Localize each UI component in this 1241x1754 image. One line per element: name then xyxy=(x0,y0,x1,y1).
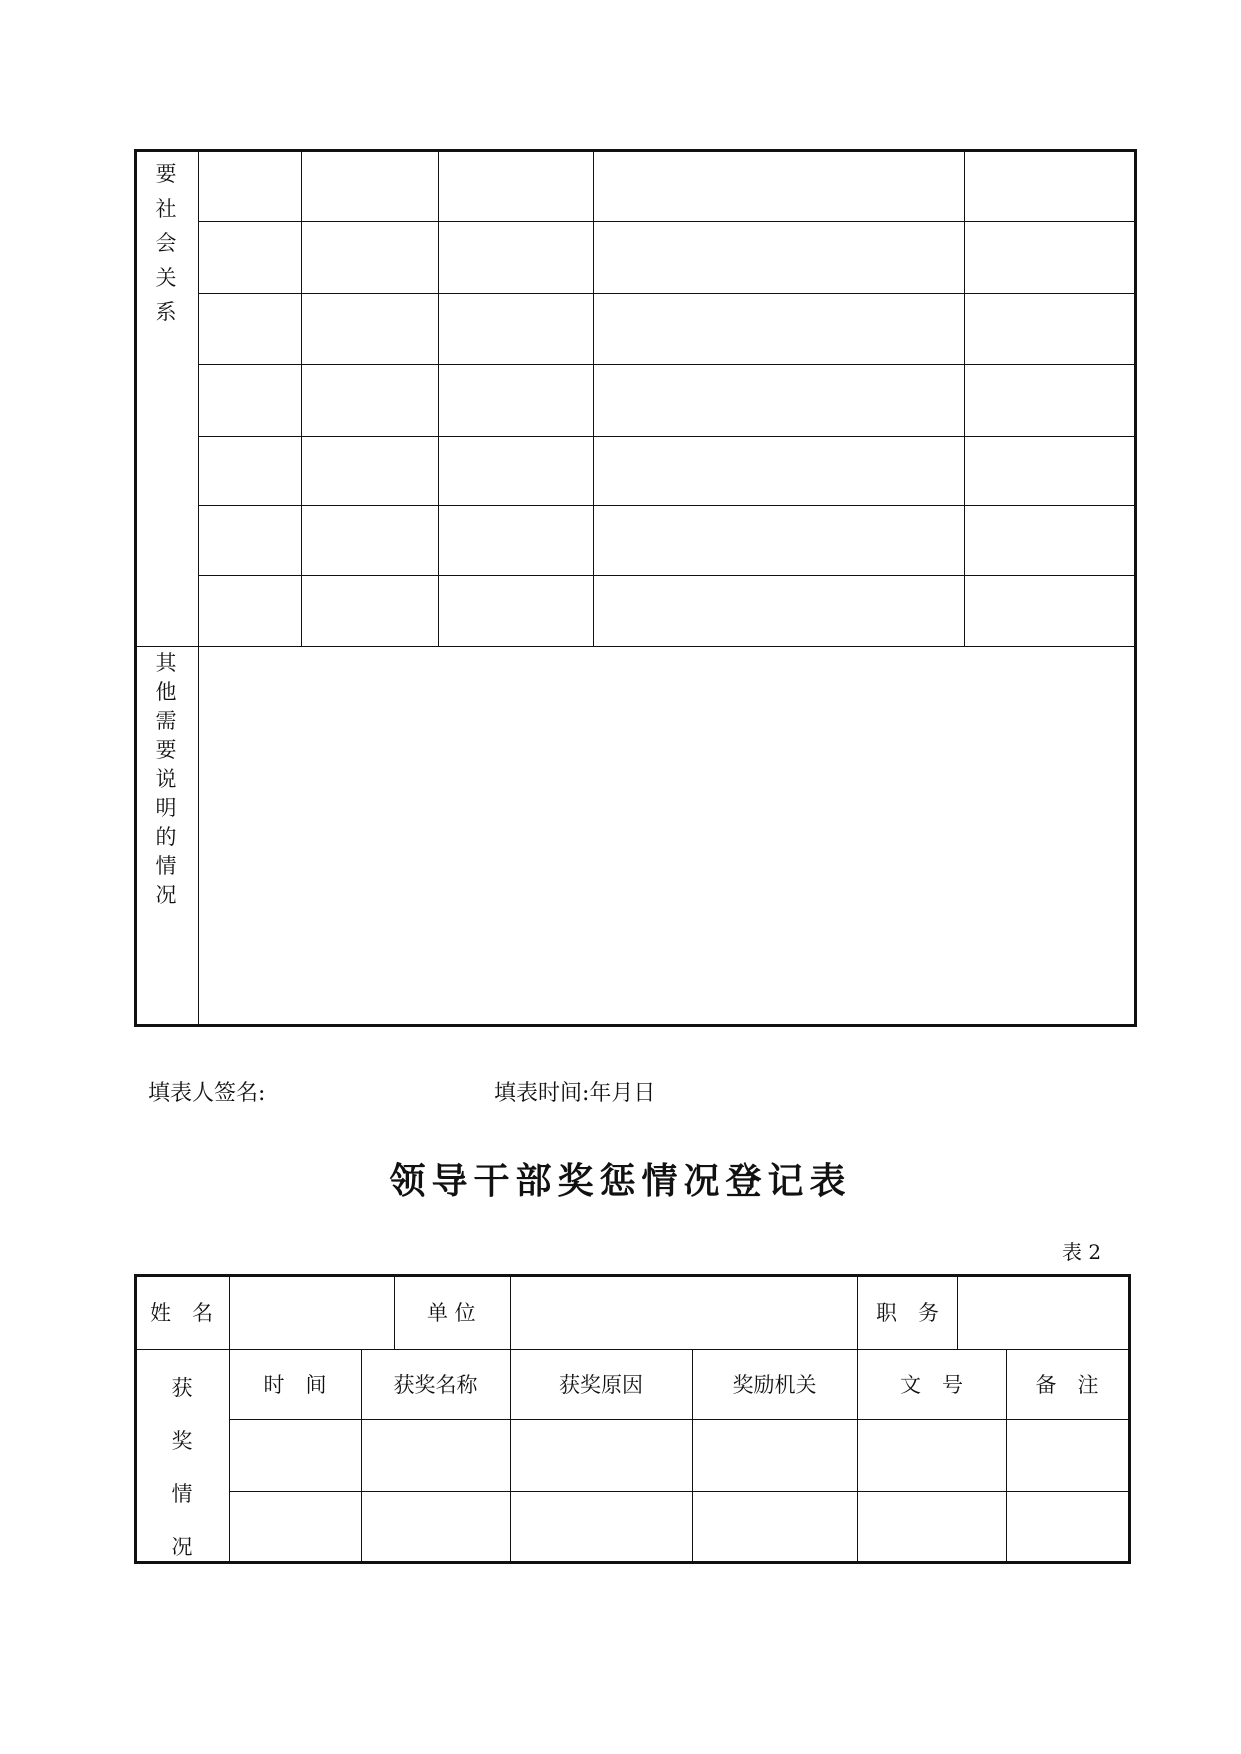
fill-date-label: 填表时间:年月日 xyxy=(494,1081,656,1106)
relations-section-label: 要 社 会 关 系 xyxy=(155,162,177,324)
form-title: 领导干部奖惩情况登记表 xyxy=(389,1160,852,1202)
position-label: 职 务 xyxy=(876,1301,939,1325)
unit-label: 单 位 xyxy=(427,1301,476,1325)
column-header-award-reason: 获奖原因 xyxy=(559,1373,643,1397)
name-label: 姓 名 xyxy=(150,1301,213,1325)
column-header-time: 时 间 xyxy=(263,1373,327,1397)
other-notes-section-label: 其 他 需 要 说 明 的 情 况 xyxy=(155,651,177,907)
column-header-remarks: 备 注 xyxy=(1035,1373,1099,1397)
column-header-document-number: 文 号 xyxy=(900,1373,963,1397)
column-header-awarding-authority: 奖励机关 xyxy=(732,1373,817,1397)
award-section-label: 获 奖 情 况 xyxy=(171,1376,193,1559)
filler-signature-label: 填表人签名: xyxy=(148,1081,266,1106)
table-number: 表 2 xyxy=(1062,1240,1102,1264)
column-header-award-name: 获奖名称 xyxy=(393,1373,478,1397)
